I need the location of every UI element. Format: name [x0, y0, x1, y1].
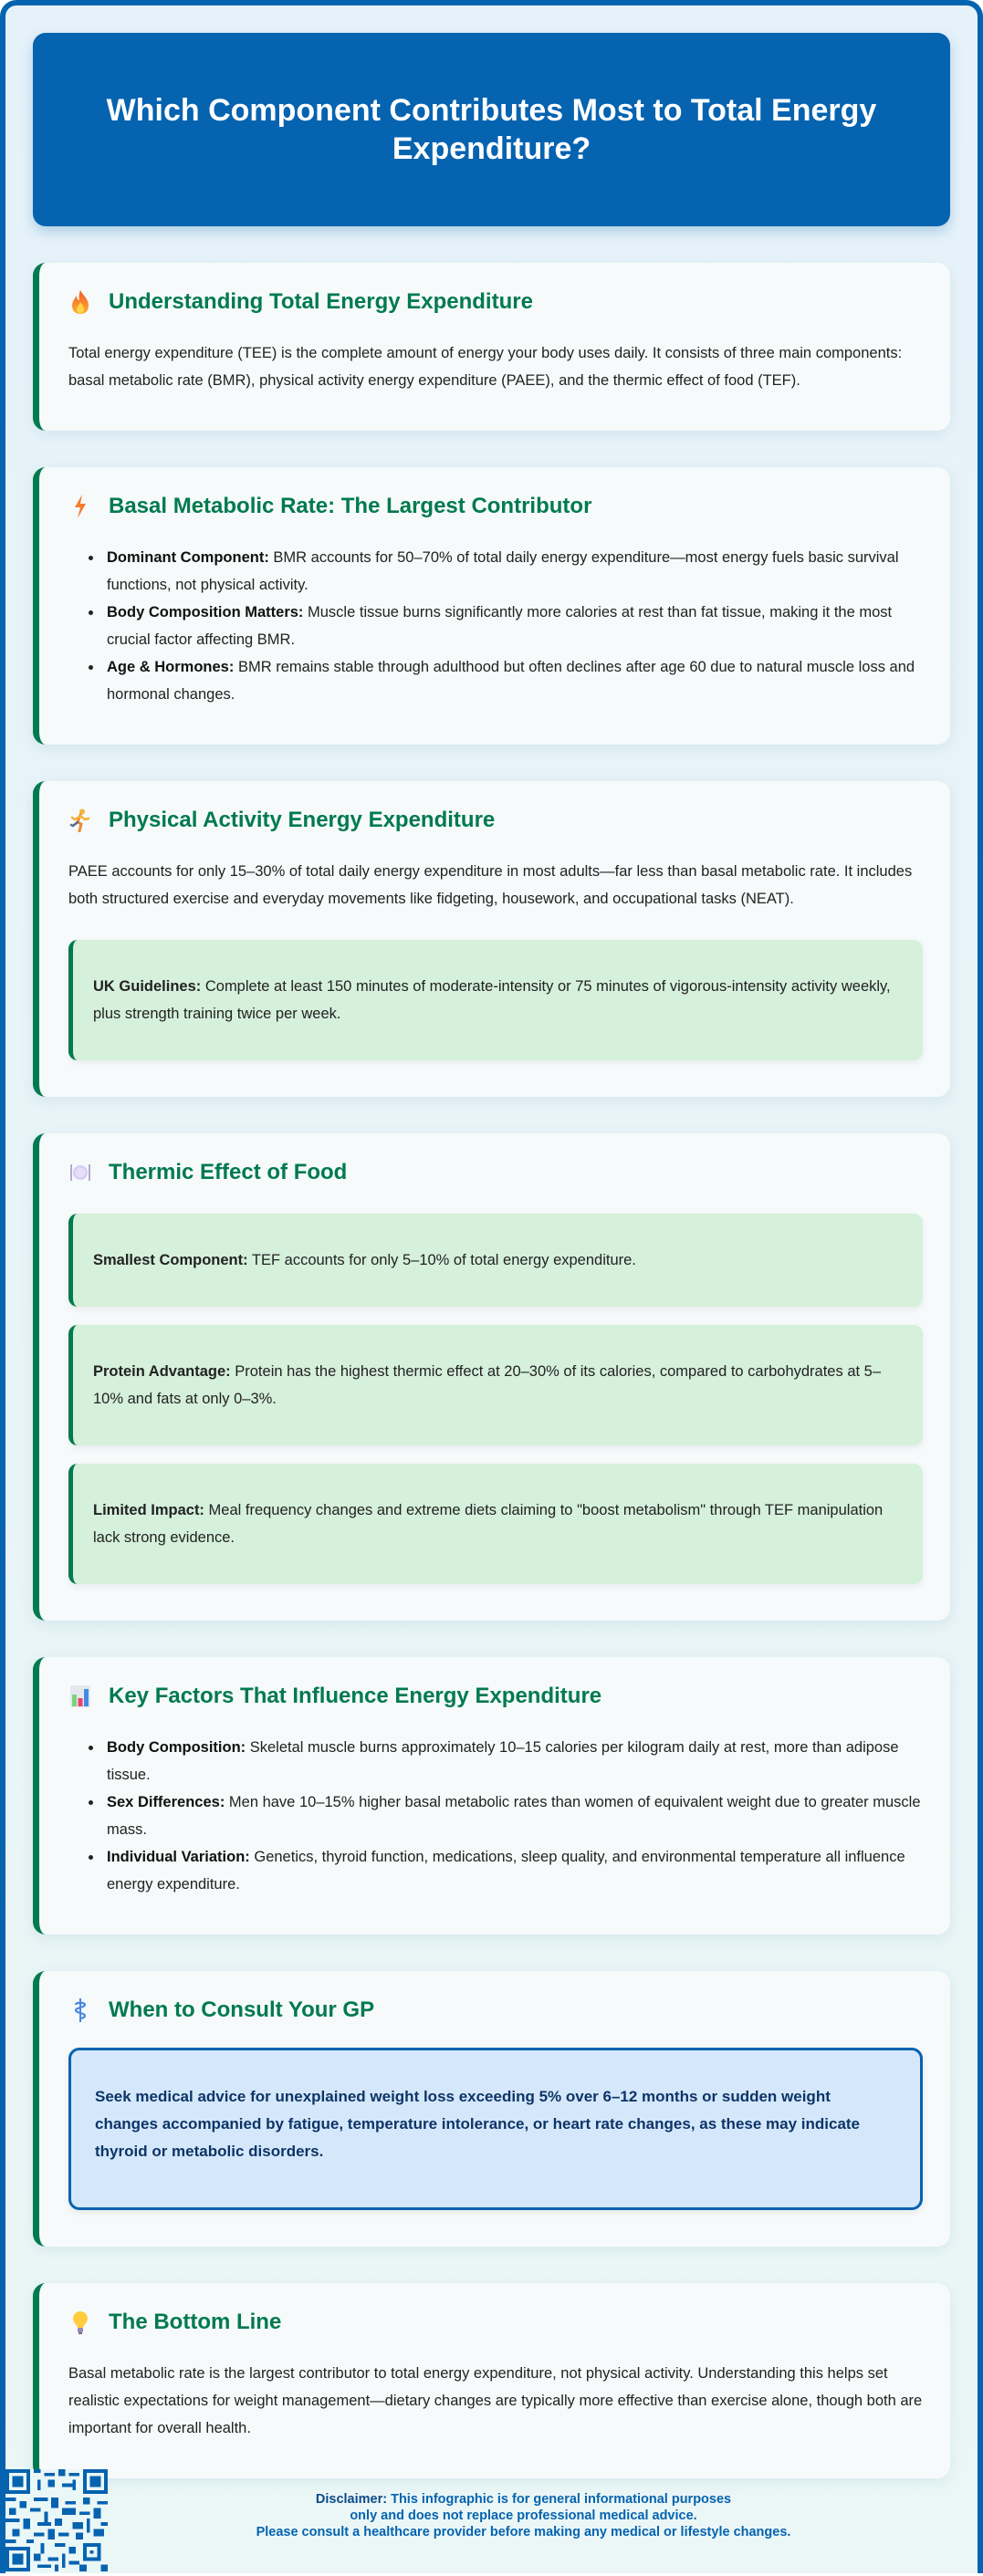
- section-title: Thermic Effect of Food: [109, 1160, 348, 1184]
- disclaimer-label: Disclaimer:: [315, 2492, 388, 2507]
- section-bottom-line: [33, 2283, 950, 2478]
- note-text: [93, 1246, 636, 1274]
- item-text: BMR accounts for 50–70% of total daily energy expenditure—most energy fuels basic survival functions, not physical activity.: [107, 549, 899, 593]
- section-heading: [68, 1997, 923, 2024]
- item-text: Genetics, thyroid function, medications, sleep quality, and environmental temperature all influence energy expenditure.: [107, 1849, 905, 1893]
- item-text: Muscle tissue burns significantly more calories at rest than fat tissue, making it the most crucial factor affecting BMR.: [107, 604, 893, 648]
- item-label: Age & Hormones:: [107, 659, 235, 675]
- gp-alert-box: [68, 2048, 923, 2210]
- note-text: [93, 1497, 901, 1551]
- item-text: Skeletal muscle burns approximately 10–15 calories per kilogram daily at rest, more than adipose tissue.: [107, 1739, 899, 1783]
- tef-note: [68, 1325, 923, 1445]
- section-title: Physical Activity Energy Expenditure: [109, 808, 496, 832]
- item-label: Dominant Component:: [107, 549, 269, 566]
- list-item: [89, 599, 923, 653]
- list-item: [89, 653, 923, 708]
- disclaimer-text: This infographic is for general informational purposes: [387, 2492, 732, 2507]
- section-heading: [68, 493, 923, 520]
- bmr-list: [68, 544, 923, 708]
- section-title: Key Factors That Influence Energy Expenditure: [109, 1684, 602, 1708]
- list-item: [89, 1843, 923, 1898]
- note-body: Protein has the highest thermic effect at 20–30% of its calories, compared to carbohydrates at 5–10% and fats at only 0–3%.: [93, 1363, 882, 1407]
- note-body: Meal frequency changes and extreme diets claiming to "boost metabolism" through TEF manipulation lack strong evidence.: [93, 1502, 884, 1546]
- plate-icon: [68, 1159, 92, 1186]
- section-heading: [68, 807, 923, 834]
- section-title: Basal Metabolic Rate: The Largest Contributor: [109, 494, 592, 518]
- disclaimer-line: [124, 2491, 923, 2508]
- fire-icon: [68, 288, 92, 316]
- disclaimer-line: Please consult a healthcare provider before making any medical or lifestyle changes.: [256, 2525, 791, 2539]
- section-bmr: [33, 467, 950, 745]
- note-text: [93, 973, 901, 1027]
- lightning-icon: [68, 493, 92, 520]
- page-title: Which Component Contributes Most to Total Energy Expenditure?: [106, 93, 877, 166]
- list-item: [89, 1789, 923, 1843]
- factors-list: [68, 1734, 923, 1898]
- note-label: Smallest Component:: [93, 1252, 248, 1268]
- section-paee: [33, 781, 950, 1097]
- medical-staff-icon: [68, 1997, 92, 2024]
- section-body: Total energy expenditure (TEE) is the complete amount of energy your body uses daily. It consists of three main components: basal metabolic rate (BMR), physical activity energy expenditure (PAEE), and the thermic effect of food (TEF).: [68, 345, 903, 389]
- section-factors: [33, 1657, 950, 1935]
- tef-note: [68, 1464, 923, 1584]
- item-text: Men have 10–15% higher basal metabolic rates than women of equivalent weight due to greater muscle mass.: [107, 1794, 921, 1838]
- section-tee: [33, 263, 950, 431]
- item-text: BMR remains stable through adulthood but often declines after age 60 due to natural muscle loss and hormonal changes.: [107, 659, 915, 703]
- item-label: Individual Variation:: [107, 1849, 250, 1865]
- note-label: UK Guidelines:: [93, 978, 202, 995]
- bar-chart-icon: [68, 1683, 92, 1710]
- note-body: Complete at least 150 minutes of moderate-intensity or 75 minutes of vigorous-intensity activity weekly, plus strength training twice per week.: [93, 978, 891, 1022]
- list-item: [89, 1734, 923, 1789]
- uk-guidelines-note: [68, 940, 923, 1060]
- header-banner: [33, 33, 950, 226]
- note-label: Protein Advantage:: [93, 1363, 231, 1380]
- lightbulb-icon: [68, 2309, 92, 2336]
- note-text: [93, 1358, 901, 1413]
- section-heading: [68, 288, 923, 316]
- note-body: TEF accounts for only 5–10% of total energy expenditure.: [247, 1252, 636, 1268]
- list-item: [89, 544, 923, 599]
- note-label: Limited Impact:: [93, 1502, 204, 1518]
- disclaimer: [124, 2491, 923, 2540]
- section-title: Understanding Total Energy Expenditure: [109, 289, 533, 314]
- section-heading: [68, 1159, 923, 1186]
- section-body: Basal metabolic rate is the largest contributor to total energy expenditure, not physical activity. Understanding this helps set realistic expectations for weight management—dietary changes are typically more effective than exercise alone, though both are important for overall health.: [68, 2365, 923, 2436]
- qr-code-icon[interactable]: [5, 2469, 108, 2571]
- item-label: Body Composition:: [107, 1739, 246, 1756]
- section-heading: [68, 1683, 923, 1710]
- alert-text: Seek medical advice for unexplained weight loss exceeding 5% over 6–12 months or sudden weight changes accompanied by fatigue, temperature intolerance, or heart rate changes, as these may indicate thyroid or metabolic disorders.: [95, 2088, 861, 2160]
- item-label: Body Composition Matters:: [107, 604, 304, 621]
- runner-icon: [68, 807, 92, 834]
- section-heading: [68, 2309, 923, 2336]
- tef-note: [68, 1214, 923, 1307]
- section-title: The Bottom Line: [109, 2310, 282, 2334]
- section-gp: [33, 1971, 950, 2247]
- section-tef: [33, 1133, 950, 1621]
- section-title: When to Consult Your GP: [109, 1997, 375, 2022]
- section-body: PAEE accounts for only 15–30% of total daily energy expenditure in most adults—far less than basal metabolic rate. It includes both structured exercise and everyday movements like fidgeting, housework, and occupational tasks (NEAT).: [68, 863, 913, 907]
- disclaimer-line: only and does not replace professional medical advice.: [350, 2508, 697, 2523]
- footer: [5, 2455, 978, 2573]
- item-label: Sex Differences:: [107, 1794, 225, 1810]
